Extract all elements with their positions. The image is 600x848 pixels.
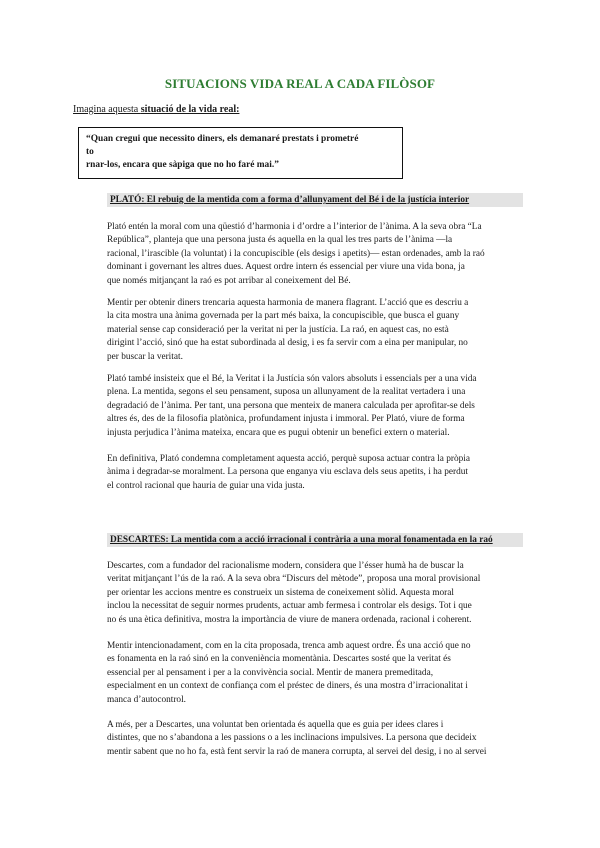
document-title: SITUACIONS VIDA REAL A CADA FILÒSOF bbox=[164, 76, 436, 91]
text-line: degradació de l’ànima. Per tant, una persona que menteix de manera calculada per aprofitar-se dels bbox=[107, 400, 475, 411]
text-line: no és una ètica definitiva, mostra la importància de viure de manera ordenada, racional i coherent. bbox=[107, 614, 472, 625]
text-line: A més, per a Descartes, una voluntat ben orientada és aquella que es guia per idees clares i bbox=[107, 720, 444, 730]
section-heading-plato bbox=[107, 193, 523, 207]
text-line: racional, l’irascible (la voluntat) i la concupiscible (els desigs i apetits)— estan ordenades, amb la raó bbox=[107, 248, 485, 259]
heading-prefix: DESCARTES: bbox=[110, 535, 171, 545]
text-line: per orientar les accions mentre es construeix un sistema de coneixement sòlid. Aquesta moral bbox=[107, 587, 454, 598]
text-line: la cita mostra una ànima governada per la part més baixa, la concupiscible, que busca el guany bbox=[107, 311, 460, 322]
quote-line: rnar-los, encara que sàpiga que no ho faré mai.” bbox=[86, 160, 279, 170]
intro-prefix: Imagina aquesta bbox=[73, 104, 141, 115]
paragraph bbox=[107, 719, 527, 759]
paragraph bbox=[107, 560, 527, 627]
text-line: dirigint l’acció, sinó que ha estat subordinada al desig, i es fa servir com a eina per manipular, no bbox=[107, 338, 468, 349]
text-line: dominant i governant les altres dues. Aquest ordre intern és essencial per viure una vida bona, ja bbox=[107, 262, 465, 273]
text-line: especialment en un context de confiança com el préstec de diners, és una mostra d’irracionalitat i bbox=[107, 681, 468, 692]
heading-text: El rebuig de la mentida com a forma d’allunyament del Bé i de la justícia interior bbox=[146, 195, 470, 205]
paragraph bbox=[107, 221, 527, 288]
quote-box bbox=[78, 127, 403, 179]
text-line: es fonamenta en la raó sinó en la conveniència momentània. Descartes sosté que la veritat és bbox=[107, 654, 451, 665]
intro-line bbox=[73, 104, 239, 115]
text-line: Descartes, com a fundador del racionalisme modern, considera que l’ésser humà ha de buscar la bbox=[107, 561, 464, 571]
text-line: En definitiva, Plató condemna completament aquesta acció, perquè suposa actuar contra la pròpia bbox=[107, 454, 470, 464]
text-line: Plató també insisteix que el Bé, la Veritat i la Justícia són valors absoluts i essencials per a una vida bbox=[107, 374, 477, 384]
text-line: per buscar la veritat. bbox=[107, 351, 183, 362]
text-line: material sense cap consideració per la veritat ni per la justícia. La raó, en aquest cas, no està bbox=[107, 324, 449, 335]
quote-line: “Quan cregui que necessito diners, els demanaré prestats i prometré bbox=[86, 134, 359, 144]
quote-line: to bbox=[86, 147, 94, 157]
text-line: injusta perjudica l’ànima mateixa, encara que es pugui obtenir un benefici extern o material. bbox=[107, 427, 450, 438]
text-line: el control racional que hauria de guiar una vida justa. bbox=[107, 480, 305, 491]
text-line: ànima i degradar-se moralment. La persona que enganya viu esclava dels seus apetits, i ha perdut bbox=[107, 467, 468, 478]
text-line: manca d’autocontrol. bbox=[107, 694, 186, 705]
text-line: essencial per al pensament i per a la convivència social. Mentir de manera premeditada, bbox=[107, 667, 434, 678]
section-heading-descartes bbox=[107, 533, 523, 547]
paragraph bbox=[107, 373, 527, 440]
text-line: veritat mitjançant l’ús de la raó. A la seva obra “Discurs del mètode”, proposa una moral provisional bbox=[107, 574, 481, 585]
paragraph bbox=[107, 640, 527, 707]
text-line: que només mitjançant la raó es pot arribar al coneixement del Bé. bbox=[107, 275, 351, 286]
text-line: Mentir per obtenir diners trencaria aquesta harmonia de manera flagrant. L’acció que es descriu a bbox=[107, 298, 469, 308]
text-line: distintes, que no s’abandona a les passions o a les inclinacions impulsives. La persona que decideix bbox=[107, 733, 477, 744]
text-line: Plató entén la moral com una qüestió d’harmonia i d’ordre a l’interior de l’ànima. A la seva obra “La bbox=[107, 222, 482, 232]
text-line: Mentir intencionadament, com en la cita proposada, trenca amb aquest ordre. És una acció que no bbox=[107, 641, 471, 651]
heading-text: La mentida com a acció irracional i contrària a una moral fonamentada en la raó bbox=[170, 535, 493, 545]
text-line: inclou la necessitat de seguir normes prudents, actuar amb fermesa i controlar els desigs. Tot i que bbox=[107, 601, 472, 612]
text-line: mentir sabent que no ho fa, està fent servir la raó de manera corrupta, al servei del desig, i no al servei bbox=[107, 746, 487, 757]
text-line: República”, planteja que una persona justa és aquella en la qual les tres parts de l’ànima —la bbox=[107, 235, 453, 246]
paragraph bbox=[107, 453, 527, 493]
text-line: plena. La mentida, segons el seu pensament, suposa un allunyament de la realitat vertadera i una bbox=[107, 387, 466, 398]
heading-prefix: PLATÓ: bbox=[110, 195, 147, 205]
text-line: altres és, des de la filosofia platònica, profundament injusta i immoral. Per Plató, viure de forma bbox=[107, 414, 465, 425]
intro-bold: situació de la vida real: bbox=[140, 104, 240, 115]
paragraph bbox=[107, 297, 527, 364]
